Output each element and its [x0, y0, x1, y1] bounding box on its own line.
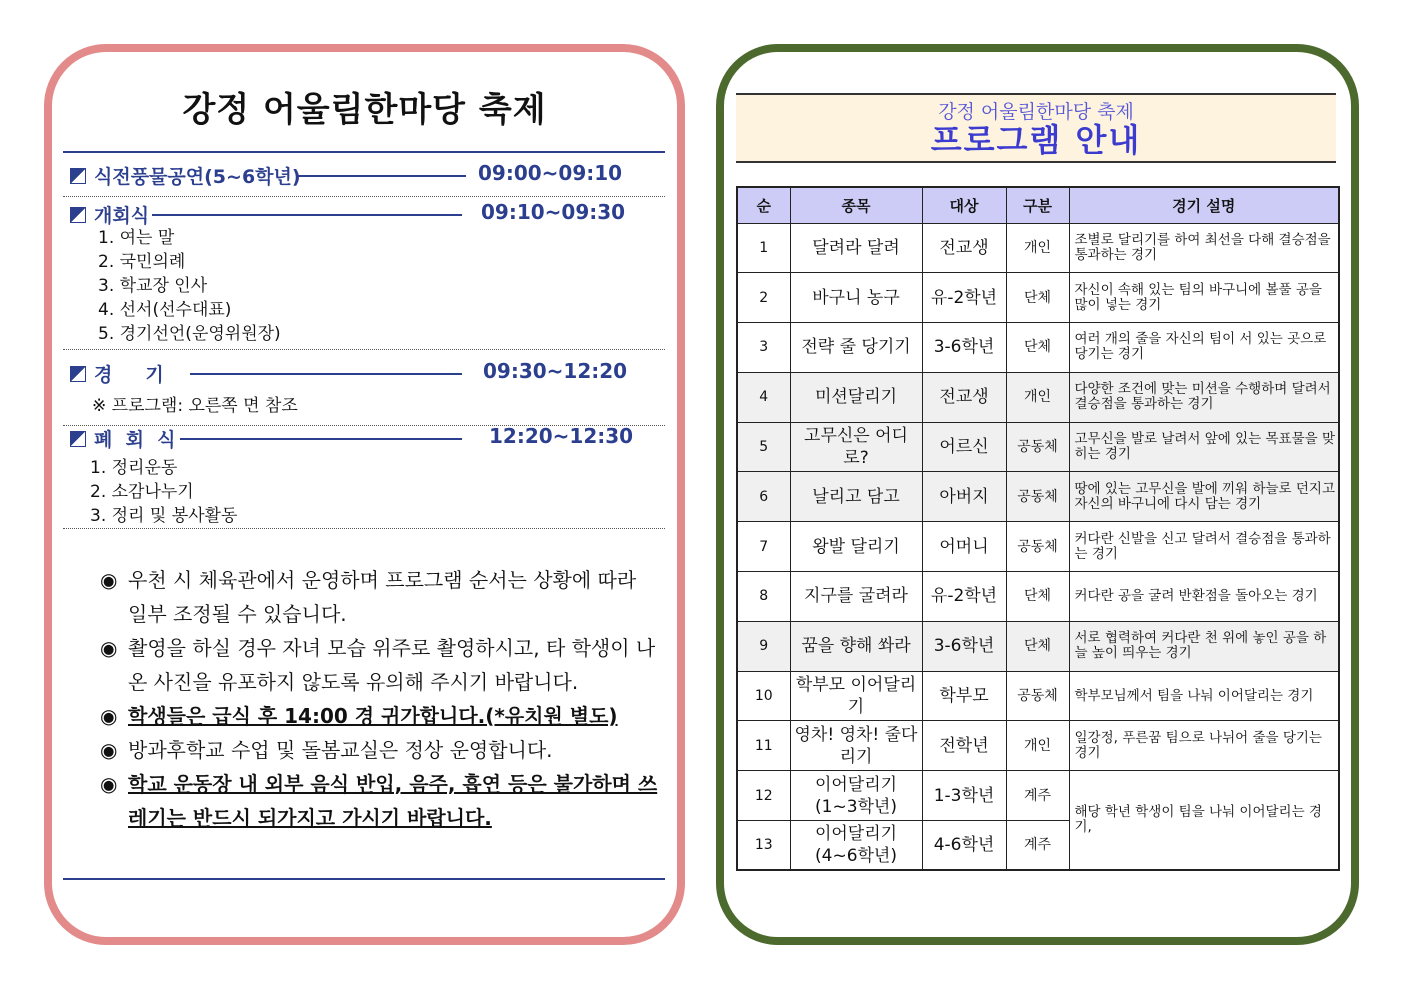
- list-item: 1. 여는 말: [98, 228, 175, 248]
- opening-ceremony-list: [98, 226, 281, 346]
- closing-ceremony-list: [90, 456, 237, 528]
- header-no: 순: [737, 187, 790, 223]
- cell-event: 이어달리기 (1~3학년): [790, 771, 922, 821]
- section-mark-icon: [70, 431, 86, 447]
- cell-event: 고무신은 어디로?: [790, 422, 922, 472]
- cell-no: 6: [737, 472, 790, 522]
- list-item: 5. 경기선언(운영위원장): [98, 324, 281, 344]
- section-mark-icon: [70, 207, 86, 223]
- program-header: [736, 93, 1336, 163]
- table-row: [737, 522, 1339, 572]
- cell-description: 여러 개의 줄을 자신의 팀이 서 있는 곳으로 당기는 경기: [1069, 323, 1339, 373]
- table-row: [737, 472, 1339, 522]
- cell-type: 개인: [1006, 721, 1069, 771]
- cell-target: 어머니: [922, 522, 1006, 572]
- section-leader-line: [296, 175, 466, 177]
- table-row: [737, 223, 1339, 273]
- cell-event: 이어달리기 (4~6학년): [790, 821, 922, 871]
- section-games: 경 기: [70, 360, 164, 387]
- cell-target: 학부모: [922, 671, 1006, 721]
- cell-no: 9: [737, 621, 790, 671]
- notice-item: ◉ 우천 시 체육관에서 운영하며 프로그램 순서는 상황에 따라 일부 조정될 수 있습니다.: [100, 563, 660, 631]
- cell-type: 단체: [1006, 572, 1069, 622]
- cell-no: 3: [737, 323, 790, 373]
- cell-event: 영차! 영차! 줄다리기: [790, 721, 922, 771]
- table-row: [737, 372, 1339, 422]
- cell-event: 학부모 이어달리기: [790, 671, 922, 721]
- header-event: 종목: [790, 187, 922, 223]
- cell-no: 1: [737, 223, 790, 273]
- list-item: 4. 선서(선수대표): [98, 300, 232, 320]
- cell-no: 13: [737, 821, 790, 871]
- cell-target: 유-2학년: [922, 572, 1006, 622]
- list-item: 3. 학교장 인사: [98, 276, 208, 296]
- cell-no: 12: [737, 771, 790, 821]
- section-opening-ceremony: 개회식: [70, 201, 149, 228]
- cell-type: 개인: [1006, 223, 1069, 273]
- table-row: [737, 323, 1339, 373]
- cell-event: 왕발 달리기: [790, 522, 922, 572]
- cell-description: 커다란 신발을 신고 달려서 결승점을 통과하는 경기: [1069, 522, 1339, 572]
- list-item: 3. 정리 및 봉사활동: [90, 506, 238, 526]
- section-leader-line: [152, 214, 462, 216]
- bullet-icon: ◉: [100, 738, 118, 762]
- table-row: [737, 721, 1339, 771]
- cell-target: 4-6학년: [922, 821, 1006, 871]
- section-mark-icon: [70, 168, 86, 184]
- cell-target: 3-6학년: [922, 323, 1006, 373]
- cell-no: 8: [737, 572, 790, 622]
- cell-no: 7: [737, 522, 790, 572]
- title-divider: [63, 151, 665, 153]
- cell-type: 공동체: [1006, 422, 1069, 472]
- cell-type: 단체: [1006, 621, 1069, 671]
- notice-list: [100, 563, 660, 835]
- cell-event: 바구니 농구: [790, 273, 922, 323]
- program-table: [736, 186, 1340, 871]
- cell-no: 11: [737, 721, 790, 771]
- program-table-body: [737, 223, 1339, 870]
- table-header-row: [737, 187, 1339, 223]
- list-item: 2. 소감나누기: [90, 482, 194, 502]
- cell-description: 다양한 조건에 맞는 미션을 수행하며 달려서 결승점을 통과하는 경기: [1069, 372, 1339, 422]
- cell-target: 3-6학년: [922, 621, 1006, 671]
- cell-type: 공동체: [1006, 671, 1069, 721]
- cell-description: 서로 협력하여 커다란 천 위에 놓인 공을 하늘 높이 띄우는 경기: [1069, 621, 1339, 671]
- table-row: [737, 572, 1339, 622]
- cell-description: 땅에 있는 고무신을 발에 끼워 하늘로 던지고 자신의 바구니에 다시 담는 경기: [1069, 472, 1339, 522]
- cell-type: 단체: [1006, 323, 1069, 373]
- program-title: 프로그램 안내: [930, 121, 1142, 159]
- cell-type: 공동체: [1006, 522, 1069, 572]
- cell-event: 지구를 굴려라: [790, 572, 922, 622]
- section-closing-ceremony: 폐 회 식: [70, 425, 176, 452]
- table-row: [737, 422, 1339, 472]
- cell-description: 고무신을 발로 날려서 앞에 있는 목표물을 맞히는 경기: [1069, 422, 1339, 472]
- cell-description: 자신이 속해 있는 팀의 바구니에 볼풀 공을 많이 넣는 경기: [1069, 273, 1339, 323]
- cell-description: 커다란 공을 굴려 반환점을 돌아오는 경기: [1069, 572, 1339, 622]
- cell-target: 전교생: [922, 223, 1006, 273]
- section-divider: [63, 196, 665, 197]
- cell-type: 계주: [1006, 771, 1069, 821]
- cell-target: 어르신: [922, 422, 1006, 472]
- list-item: 2. 국민의례: [98, 252, 186, 272]
- notice-item: ◉ 촬영을 하실 경우 자녀 모습 위주로 촬영하시고, 타 학생이 나온 사진을 유포하지 않도록 유의해 주시기 바랍니다.: [100, 631, 660, 699]
- section-leader-line: [190, 373, 462, 375]
- cell-event: 날리고 담고: [790, 472, 922, 522]
- bullet-icon: ◉: [100, 772, 118, 796]
- cell-event: 꿈을 향해 쏴라: [790, 621, 922, 671]
- cell-description: 학부모님께서 팀을 나눠 이어달리는 경기: [1069, 671, 1339, 721]
- cell-no: 4: [737, 372, 790, 422]
- bullet-icon: ◉: [100, 568, 118, 592]
- bullet-icon: ◉: [100, 704, 118, 728]
- section-time: 09:10~09:30: [481, 200, 626, 224]
- bottom-divider: [63, 878, 665, 880]
- cell-event: 미션달리기: [790, 372, 922, 422]
- cell-target: 전교생: [922, 372, 1006, 422]
- cell-type: 공동체: [1006, 472, 1069, 522]
- table-row: [737, 771, 1339, 821]
- section-divider: [63, 349, 665, 350]
- page-title: 강정 어울림한마당 축제: [182, 90, 547, 130]
- notice-item-important: ◉ 학교 운동장 내 외부 음식 반입, 음주, 흡연 등은 불가하며 쓰레기는 반드시 되가지고 가시기 바랍니다.: [100, 767, 660, 835]
- list-item: 1. 정리운동: [90, 458, 178, 478]
- cell-event: 달려라 달려: [790, 223, 922, 273]
- cell-event: 전략 줄 당기기: [790, 323, 922, 373]
- program-reference-note: ※ 프로그램: 오른쪽 면 참조: [92, 396, 298, 416]
- table-row: [737, 621, 1339, 671]
- header-type: 구분: [1006, 187, 1069, 223]
- notice-item: ◉ 방과후학교 수업 및 돌봄교실은 정상 운영합니다.: [100, 733, 660, 767]
- cell-no: 2: [737, 273, 790, 323]
- cell-target: 전학년: [922, 721, 1006, 771]
- cell-type: 계주: [1006, 821, 1069, 871]
- section-divider: [63, 528, 665, 529]
- cell-type: 단체: [1006, 273, 1069, 323]
- section-time: 09:30~12:20: [483, 359, 628, 383]
- cell-target: 1-3학년: [922, 771, 1006, 821]
- cell-no: 5: [737, 422, 790, 472]
- cell-description: 조별로 달리기를 하여 최선을 다해 결승점을 통과하는 경기: [1069, 223, 1339, 273]
- cell-target: 유-2학년: [922, 273, 1006, 323]
- header-description: 경기 설명: [1069, 187, 1339, 223]
- cell-no: 10: [737, 671, 790, 721]
- section-opening-performance: 식전풍물공연(5~6학년): [70, 162, 301, 189]
- table-row: [737, 273, 1339, 323]
- notice-item-important: ◉ 학생들은 급식 후 14:00 경 귀가합니다.(*유치원 별도): [100, 699, 660, 733]
- header-target: 대상: [922, 187, 1006, 223]
- section-leader-line: [180, 438, 462, 440]
- bullet-icon: ◉: [100, 636, 118, 660]
- cell-type: 개인: [1006, 372, 1069, 422]
- section-mark-icon: [70, 366, 86, 382]
- cell-target: 아버지: [922, 472, 1006, 522]
- cell-description: 일강정, 푸른꿈 팀으로 나뉘어 줄을 당기는 경기: [1069, 721, 1339, 771]
- cell-description: 해당 학년 학생이 팀을 나눠 이어달리는 경기,: [1069, 771, 1339, 871]
- section-time: 12:20~12:30: [489, 424, 634, 448]
- table-row: [737, 671, 1339, 721]
- program-subtitle: 강정 어울림한마당 축제: [938, 101, 1134, 123]
- section-time: 09:00~09:10: [478, 161, 623, 185]
